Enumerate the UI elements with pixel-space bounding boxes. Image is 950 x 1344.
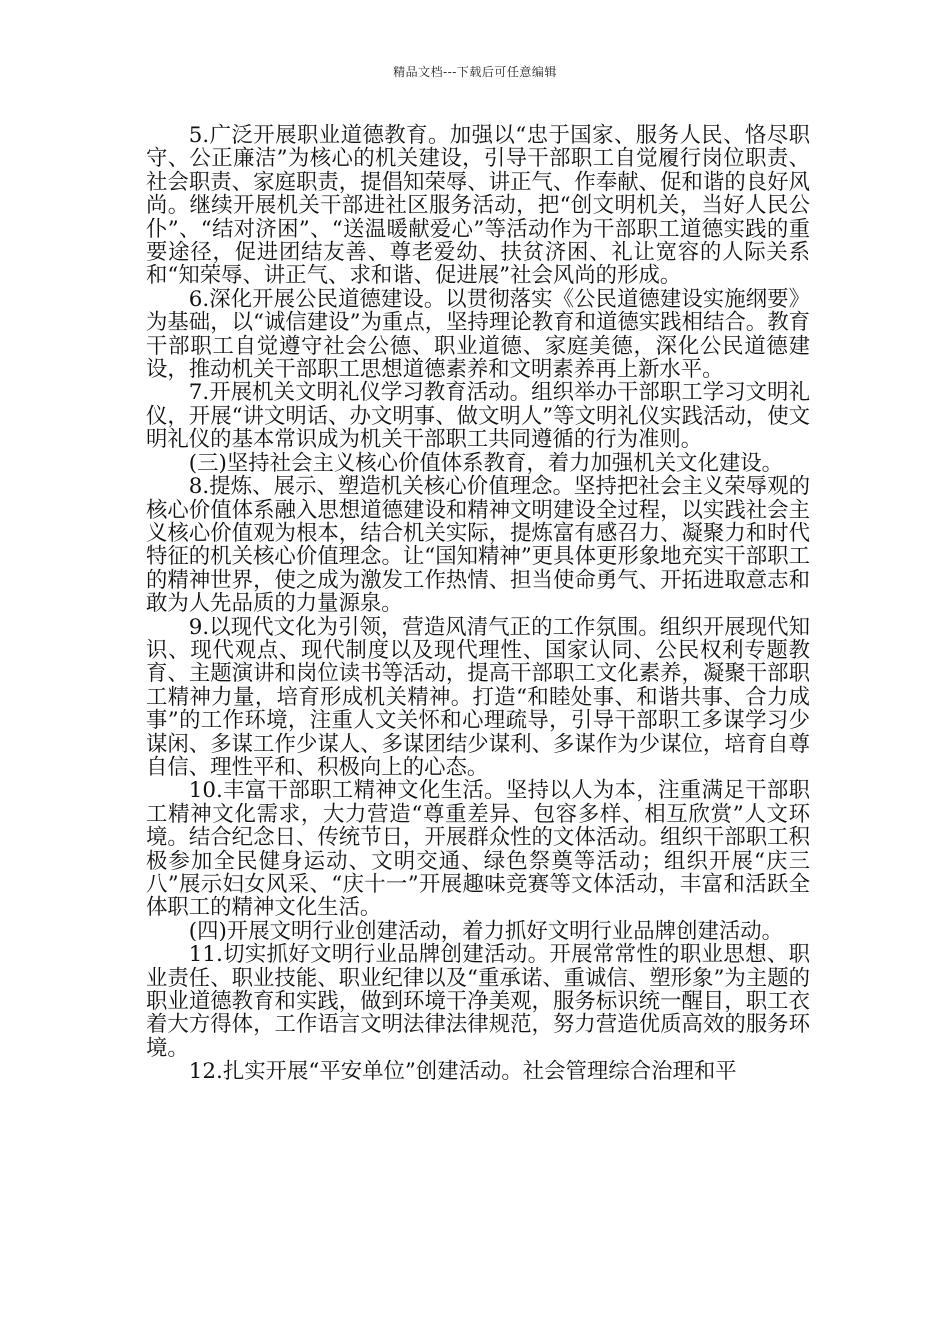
- document-body: [146, 124, 810, 1084]
- paragraph-item-8: 8.提炼、展示、塑造机关核心价值理念。坚持把社会主义荣辱观的核心价值体系融入思想道德建设和精神文明建设全过程，以实践社会主义核心价值观为根本，结合机关实际，提炼富有感召力、凝聚力和时代特征的机关核心价值理念。让“国知精神”更具体更形象地充实干部职工的精神世界，使之成为激发工作热情、担当使命勇气、开拓进取意志和敢为人先品质的力量源泉。: [146, 474, 810, 617]
- paragraph-item-6: 6.深化开展公民道德建设。以贯彻落实《公民道德建设实施纲要》为基础，以“诚信建设”为重点，坚持理论教育和道德实践相结合。教育干部职工自觉遵守社会公德、职业道德、家庭美德，深化公民道德建设，推动机关干部职工思想道德素养和文明素养再上新水平。: [146, 286, 810, 383]
- paragraph-item-7: 7.开展机关文明礼仪学习教育活动。组织举办干部职工学习文明礼仪，开展“讲文明话、办文明事、做文明人”等文明礼仪实践活动，使文明礼仪的基本常识成为机关干部职工共同遵循的行为准则。: [146, 380, 810, 453]
- paragraph-item-10: 10.丰富干部职工精神文化生活。坚持以人为本，注重满足干部职工精神文化需求，大力营造“尊重差异、包容多样、相互欣赏”人文环境。结合纪念日、传统节日，开展群众性的文体活动。组织干部职工积极参加全民健身运动、文明交通、绿色祭奠等活动；组织开展“庆三八”展示妇女风采、“庆十一”开展趣味竞赛等文体活动，丰富和活跃全体职工的精神文化生活。: [146, 778, 810, 921]
- paragraph-item-9: 9.以现代文化为引领，营造风清气正的工作氛围。组织开展现代知识、现代观点、现代制度以及现代理性、国家认同、公民权利专题教育、主题演讲和岗位读书等活动，提高干部职工文化素养，凝聚干部职工精神力量，培育形成机关精神。打造“和睦处事、和谐共事、合力成事”的工作环境，注重人文关怀和心理疏导，引导干部职工多谋学习少谋闲、多谋工作少谋人、多谋团结少谋利、多谋作为少谋位，培育自尊自信、理性平和、积极向上的心态。: [146, 614, 810, 780]
- section-heading-4: (四)开展文明行业创建活动，着力抓好文明行业品牌创建活动。: [188, 918, 784, 944]
- section-heading-3: (三)坚持社会主义核心价值体系教育，着力加强机关文化建设。: [188, 450, 784, 476]
- page-header: 精品文档---下载后可任意编辑: [393, 65, 557, 79]
- paragraph-item-11: 11.切实抓好文明行业品牌创建活动。开展常常性的职业思想、职业责任、职业技能、职业纪律以及“重承诺、重诚信、塑形象”为主题的职业道德教育和实践，做到环境干净美观，服务标识统一醒目，职工衣着大方得体，工作语言文明法律法律规范，努力营造优质高效的服务环境。: [146, 942, 810, 1061]
- paragraph-item-5: 5.广泛开展职业道德教育。加强以“忠于国家、服务人民、恪尽职守、公正廉洁”为核心的机关建设，引导干部职工自觉履行岗位职责、社会职责、家庭职责，提倡知荣辱、讲正气、作奉献、促和谐的良好风尚。继续开展机关干部进社区服务活动，把“创文明机关，当好人民公仆”、“结对济困”、“送温暖献爱心”等活动作为干部职工道德实践的重要途径，促进团结友善、尊老爱幼、扶贫济困、礼让宽容的人际关系和“知荣辱、讲正气、求和谐、促进展”社会风尚的形成。: [146, 123, 810, 289]
- paragraph-item-12: 12.扎实开展“平安单位”创建活动。社会管理综合治理和平: [188, 1059, 737, 1085]
